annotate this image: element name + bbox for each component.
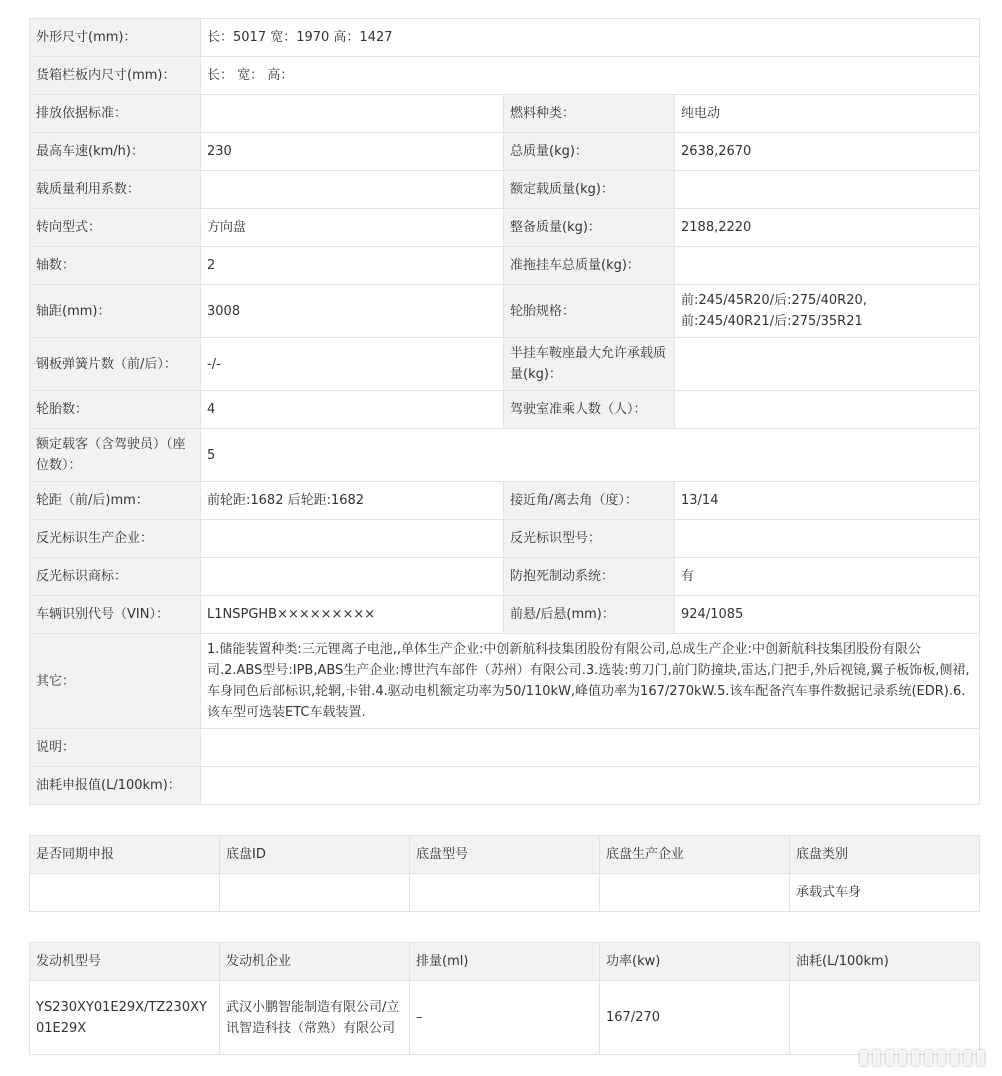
abs-label: 防抱死制动系统：	[504, 558, 675, 596]
vehicle-spec-table	[29, 18, 980, 805]
chassis-header-cell: 是否同期申报	[30, 836, 220, 874]
cargo-size-value: 长： 宽： 高：	[201, 57, 980, 95]
leaf-spring-label: 钢板弹簧片数（前/后）：	[30, 338, 201, 391]
track-value: 前轮距:1682 后轮距:1682	[201, 482, 504, 520]
passengers-label: 额定载客（含驾驶员）（座位数）：	[30, 429, 201, 482]
tire-count-value: 4	[201, 391, 504, 429]
engine-header-cell: 排量(ml)	[410, 943, 600, 981]
axles-label: 轴数：	[30, 247, 201, 285]
reflector-brand-value	[201, 558, 504, 596]
curb-mass-label: 整备质量(kg)：	[504, 209, 675, 247]
approach-angle-label: 接近角/离去角（度）：	[504, 482, 675, 520]
tire-spec-label: 轮胎规格：	[504, 285, 675, 338]
chassis-data-row	[30, 874, 980, 912]
engine-header-row	[30, 943, 980, 981]
spec-row-fuel-consumption	[30, 767, 980, 805]
spec-row-cargo	[30, 57, 980, 95]
total-mass-value: 2638,2670	[675, 133, 980, 171]
chassis-header-row	[30, 836, 980, 874]
steering-value: 方向盘	[201, 209, 504, 247]
engine-cell: –	[410, 981, 600, 1055]
vin-label: 车辆识别代号（VIN）：	[30, 596, 201, 634]
abs-value: 有	[675, 558, 980, 596]
spec-row-reflector-brand	[30, 558, 980, 596]
track-label: 轮距（前/后)mm：	[30, 482, 201, 520]
cab-seats-value	[675, 391, 980, 429]
other-value: 1.储能装置种类:三元锂离子电池,,单体生产企业:中创新航科技集团股份有限公司,总成生产企业:中创新航科技集团股份有限公司.2.ABS型号:IPB,ABS生产企业:博世汽车部件（苏州）有限公司.3.选装:剪刀门,前门防撞块,雷达,门把手,外后视镜,翼子板饰板,侧裙,车身同色后部标识,轮辋,卡钳.4.驱动电机额定功率为50/110kW,峰值功率为167/270kW.5.该车配备汽车事件数据记录系统(EDR).6.该车型可选装ETC车载装置.	[201, 634, 980, 729]
spec-row-dimensions	[30, 19, 980, 57]
axles-value: 2	[201, 247, 504, 285]
chassis-table	[29, 835, 980, 912]
engine-header-cell: 发动机企业	[220, 943, 410, 981]
reflector-model-value	[675, 520, 980, 558]
engine-header-cell: 油耗(L/100km)	[790, 943, 980, 981]
spec-row-vin	[30, 596, 980, 634]
spec-row-other	[30, 634, 980, 729]
engine-header-cell: 发动机型号	[30, 943, 220, 981]
emission-value	[201, 95, 504, 133]
overhang-value: 924/1085	[675, 596, 980, 634]
note-value	[201, 729, 980, 767]
spec-row-wheelbase	[30, 285, 980, 338]
dimensions-label: 外形尺寸(mm)：	[30, 19, 201, 57]
chassis-header-cell: 底盘ID	[220, 836, 410, 874]
spec-row-passengers	[30, 429, 980, 482]
chassis-header-cell: 底盘生产企业	[600, 836, 790, 874]
chassis-cell	[410, 874, 600, 912]
fuel-consumption-value	[201, 767, 980, 805]
tire-count-label: 轮胎数：	[30, 391, 201, 429]
trailer-mass-label: 准拖挂车总质量(kg)：	[504, 247, 675, 285]
cab-seats-label: 驾驶室准乘人数（人）：	[504, 391, 675, 429]
emission-label: 排放依据标准：	[30, 95, 201, 133]
spec-row-note	[30, 729, 980, 767]
spec-row-speed	[30, 133, 980, 171]
spec-row-load	[30, 171, 980, 209]
rated-load-label: 额定载质量(kg)：	[504, 171, 675, 209]
overhang-label: 前悬/后悬(mm)：	[504, 596, 675, 634]
load-coef-label: 载质量利用系数：	[30, 171, 201, 209]
max-speed-label: 最高车速(km/h)：	[30, 133, 201, 171]
cargo-size-label: 货箱栏板内尺寸(mm)：	[30, 57, 201, 95]
spec-row-leaf-spring	[30, 338, 980, 391]
note-label: 说明：	[30, 729, 201, 767]
engine-header-cell: 功率(kw)	[600, 943, 790, 981]
reflector-maker-label: 反光标识生产企业：	[30, 520, 201, 558]
chassis-cell: 承载式车身	[790, 874, 980, 912]
chassis-cell	[600, 874, 790, 912]
spec-row-axles	[30, 247, 980, 285]
fuel-type-label: 燃料种类：	[504, 95, 675, 133]
reflector-maker-value	[201, 520, 504, 558]
saddle-load-value	[675, 338, 980, 391]
curb-mass-value: 2188,2220	[675, 209, 980, 247]
chassis-cell	[220, 874, 410, 912]
total-mass-label: 总质量(kg)：	[504, 133, 675, 171]
trailer-mass-value	[675, 247, 980, 285]
spec-row-reflector-maker	[30, 520, 980, 558]
passengers-value: 5	[201, 429, 980, 482]
watermark: ▮▮▮▮▮▮▮▮▮▮	[857, 1044, 988, 1068]
fuel-consumption-label: 油耗申报值(L/100km)：	[30, 767, 201, 805]
spec-row-track	[30, 482, 980, 520]
chassis-header-cell: 底盘型号	[410, 836, 600, 874]
load-coef-value	[201, 171, 504, 209]
fuel-type-value: 纯电动	[675, 95, 980, 133]
max-speed-value: 230	[201, 133, 504, 171]
vin-value: L1NSPGHB×××××××××	[201, 596, 504, 634]
rated-load-value	[675, 171, 980, 209]
chassis-cell	[30, 874, 220, 912]
spec-row-steering	[30, 209, 980, 247]
spec-row-tires	[30, 391, 980, 429]
wheelbase-label: 轴距(mm)：	[30, 285, 201, 338]
tire-spec-line-1: 前:245/45R20/后:275/40R20,	[681, 293, 867, 308]
chassis-header-cell: 底盘类别	[790, 836, 980, 874]
dimensions-value: 长：5017 宽：1970 高：1427	[201, 19, 980, 57]
steering-label: 转向型式：	[30, 209, 201, 247]
spec-row-emission	[30, 95, 980, 133]
tire-spec-value	[675, 285, 980, 338]
reflector-model-label: 反光标识型号：	[504, 520, 675, 558]
engine-cell: 167/270	[600, 981, 790, 1055]
tire-spec-line-2: 前:245/40R21/后:275/35R21	[681, 314, 863, 329]
leaf-spring-value: -/-	[201, 338, 504, 391]
other-label: 其它：	[30, 634, 201, 729]
saddle-load-label: 半挂车鞍座最大允许承载质量(kg)：	[504, 338, 675, 391]
approach-angle-value: 13/14	[675, 482, 980, 520]
wheelbase-value: 3008	[201, 285, 504, 338]
engine-cell: 武汉小鹏智能制造有限公司/立讯智造科技（常熟）有限公司	[220, 981, 410, 1055]
engine-cell: YS230XY01E29X/TZ230XY01E29X	[30, 981, 220, 1055]
engine-table	[29, 942, 980, 1055]
reflector-brand-label: 反光标识商标：	[30, 558, 201, 596]
